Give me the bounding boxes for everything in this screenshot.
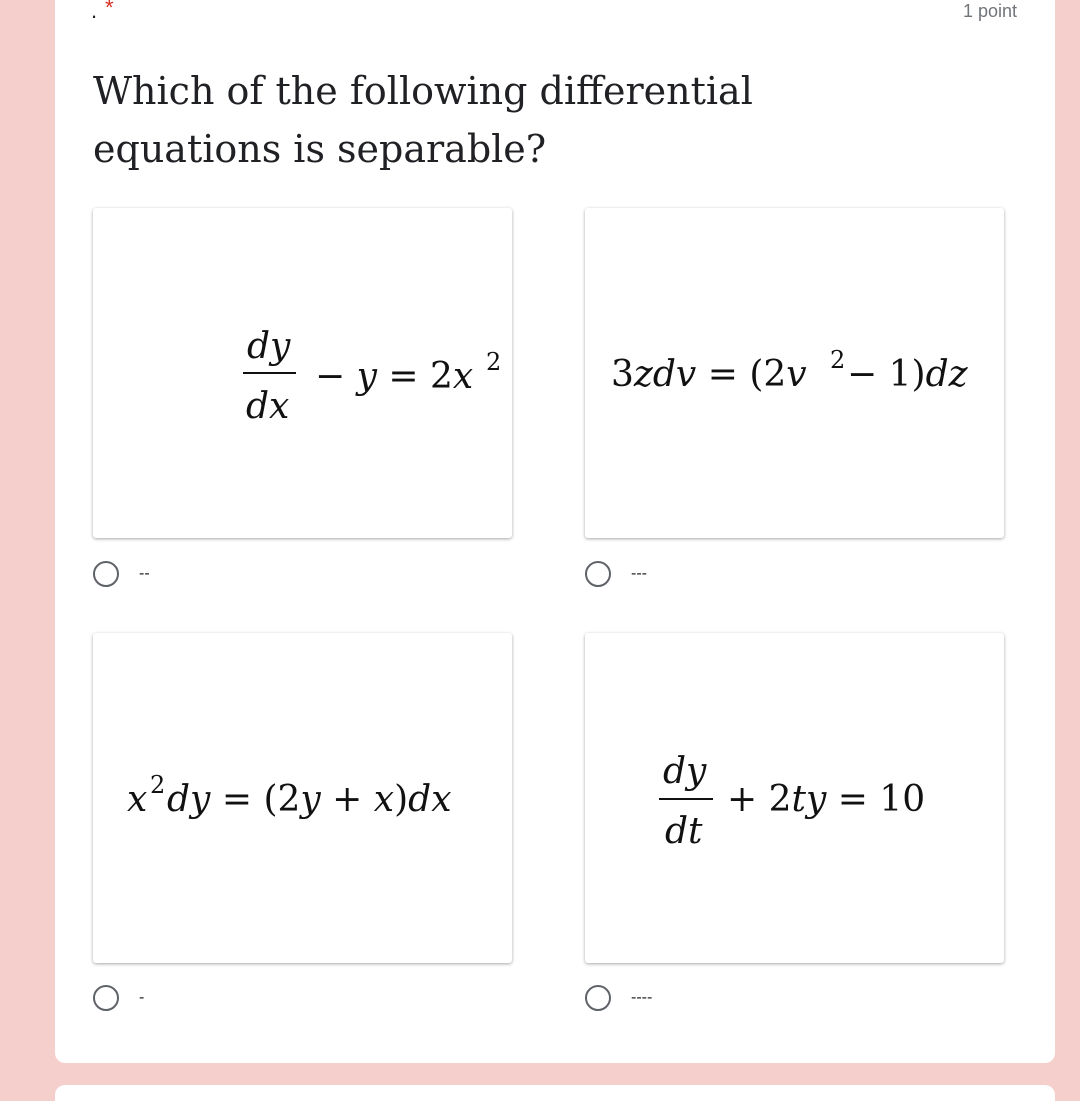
equation-2 bbox=[585, 208, 1004, 538]
svg-text:− y = 2x: − y = 2x bbox=[315, 356, 474, 397]
svg-text:dx: dx bbox=[246, 386, 290, 427]
svg-text:− 1)dz: − 1)dz bbox=[847, 354, 968, 395]
option-3[interactable] bbox=[93, 982, 144, 1014]
points-label: 1 point bbox=[962, 1, 1017, 21]
equation-3 bbox=[93, 633, 512, 963]
svg-text:+ 2ty = 10: + 2ty = 10 bbox=[727, 779, 926, 820]
option-label-4: ---- bbox=[631, 989, 653, 1006]
option-label-3: - bbox=[139, 989, 145, 1006]
question-title: Which of the following differential equations is separable? bbox=[93, 69, 753, 171]
option-label-1: -- bbox=[139, 565, 150, 582]
next-question-card bbox=[55, 1085, 1055, 1101]
option-2[interactable] bbox=[585, 558, 647, 590]
svg-text:dy: dy bbox=[247, 326, 291, 367]
svg-text:2: 2 bbox=[150, 771, 166, 799]
required-dot: . bbox=[91, 0, 98, 23]
radio-button-3[interactable] bbox=[93, 985, 119, 1011]
radio-button-1[interactable] bbox=[93, 561, 119, 587]
radio-button-2[interactable] bbox=[585, 561, 611, 587]
option-image-4[interactable] bbox=[585, 633, 1004, 963]
option-4[interactable] bbox=[585, 982, 652, 1014]
option-image-1[interactable] bbox=[93, 208, 512, 538]
radio-button-4[interactable] bbox=[585, 985, 611, 1011]
svg-text:dt: dt bbox=[665, 811, 703, 852]
option-label-2: --- bbox=[631, 565, 647, 582]
option-image-2[interactable] bbox=[585, 208, 1004, 538]
svg-text:2: 2 bbox=[830, 346, 846, 374]
equation-1 bbox=[93, 208, 512, 538]
option-1[interactable] bbox=[93, 558, 150, 590]
equation-4 bbox=[585, 633, 1004, 963]
svg-text:dy = (2y + x)dx: dy = (2y + x)dx bbox=[167, 779, 452, 820]
svg-text:dy: dy bbox=[663, 751, 707, 792]
svg-text:2: 2 bbox=[486, 348, 502, 376]
option-image-3[interactable] bbox=[93, 633, 512, 963]
svg-text:x: x bbox=[127, 779, 148, 820]
svg-text:3zdv = (2v: 3zdv = (2v bbox=[611, 354, 807, 395]
required-asterisk: * bbox=[105, 0, 114, 20]
